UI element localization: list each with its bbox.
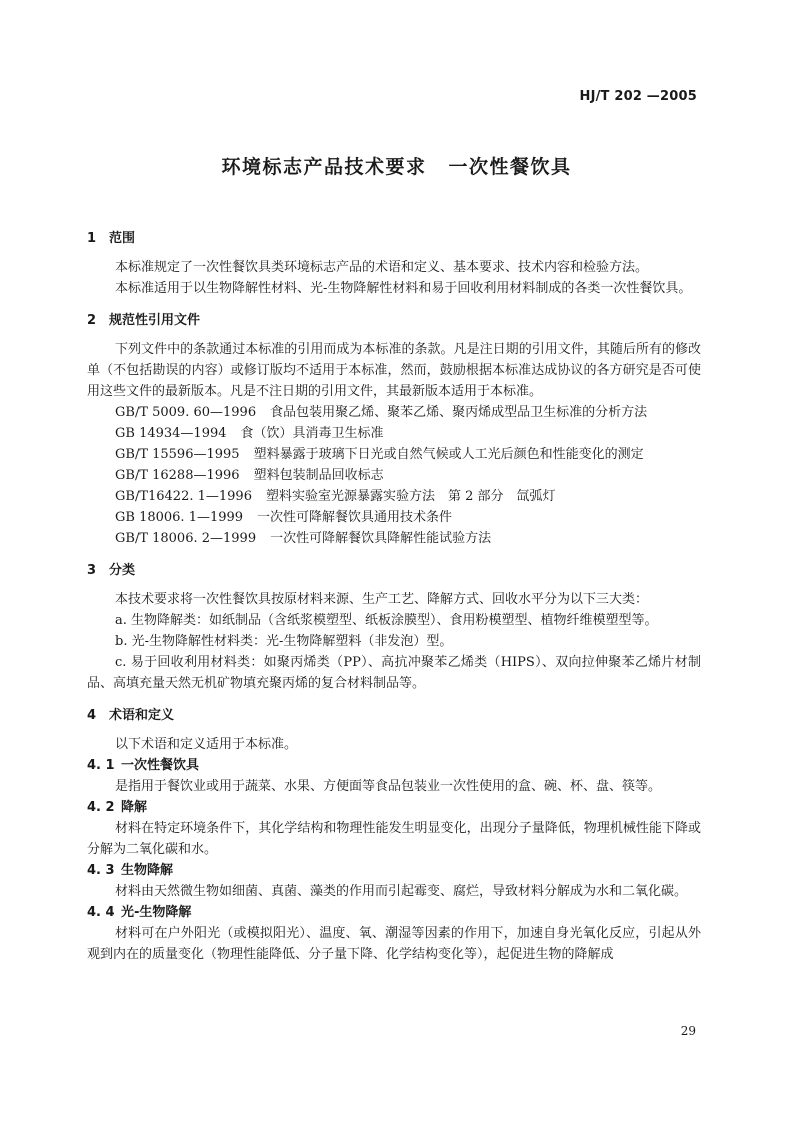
section-2-para-1: 下列文件中的条款通过本标准的引用而成为本标准的条款。凡是注日期的引用文件，其随后所有的修改单（不包括勘误的内容）或修订版均不适用于本标准，然而，鼓励根据本标准达成协议的各方研究是否可使用这些文件的最新版本。凡是不注日期的引用文件，其最新版本适用于本标准。 — [87, 342, 701, 399]
reference-item: GB/T 18006. 2—1999 一次性可降解餐饮具降解性能试验方法 — [115, 531, 492, 546]
reference-item: GB/T 16288—1996 塑料包装制品回收标志 — [115, 468, 384, 483]
subsection-4-1-text: 是指用于餐饮业或用于蔬菜、水果、方便面等食品包装业一次性使用的盒、碗、杯、盘、筷等。 — [115, 779, 662, 794]
subsection-4-2-text: 材料在特定环境条件下，其化学结构和物理性能发生明显变化，出现分子量降低，物理机械性能下降或分解为二氧化碳和水。 — [87, 821, 701, 857]
subsection-4-4-heading: 4. 4 光-生物降解 — [87, 905, 192, 920]
reference-item: GB/T16422. 1—1996 塑料实验室光源暴露实验方法 第 2 部分 氙弧灯 — [115, 489, 556, 504]
document-body — [87, 228, 701, 965]
reference-item: GB/T 5009. 60—1996 食品包装用聚乙烯、聚苯乙烯、聚丙烯成型品卫生标准的分析方法 — [115, 405, 648, 420]
section-3-para-1: 本技术要求将一次性餐饮具按原材料来源、生产工艺、降解方式、回收水平分为以下三大类： — [115, 592, 649, 607]
subsection-4-3-text: 材料由天然微生物如细菌、真菌、藻类的作用而引起霉变、腐烂，导致材料分解成为水和二氧化碳。 — [115, 884, 688, 899]
section-3-heading: 3 分类 — [87, 563, 136, 578]
section-3-item-a: a. 生物降解类：如纸制品（含纸浆模塑型、纸板涂膜型）、食用粉模塑型、植物纤维模塑型等。 — [115, 613, 658, 628]
title-subtitle: 一次性餐饮具 — [448, 156, 572, 178]
subsection-4-1-heading: 4. 1 一次性餐饮具 — [87, 758, 200, 773]
reference-item: GB 14934—1994 食（饮）具消毒卫生标准 — [115, 426, 384, 441]
subsection-4-3-heading: 4. 3 生物降解 — [87, 863, 174, 878]
title-main: 环境标志产品技术要求 — [221, 156, 427, 178]
section-4-para-1: 以下术语和定义适用于本标准。 — [115, 737, 298, 752]
subsection-4-2-heading: 4. 2 降解 — [87, 800, 148, 815]
reference-item: GB/T 15596—1995 塑料暴露于玻璃下日光或自然气候或人工光后颜色和性能变化的测定 — [115, 447, 644, 462]
section-1-para-2: 本标准适用于以生物降解性材料、光-生物降解性材料和易于回收利用材料制成的各类一次性餐饮具。 — [115, 281, 692, 296]
standard-code: HJ/T 202 —2005 — [579, 89, 697, 104]
document-title — [0, 152, 793, 179]
page-number: 29 — [680, 1024, 696, 1038]
section-3-item-c: c. 易于回收利用材料类：如聚丙烯类（PP）、高抗冲聚苯乙烯类（HIPS）、双向拉伸聚苯乙烯片材制品、高填充量天然无机矿物填充聚丙烯的复合材料制品等。 — [87, 655, 701, 691]
section-1-heading: 1 范围 — [87, 231, 136, 246]
subsection-4-4-text: 材料可在户外阳光（或模拟阳光）、温度、氧、潮湿等因素的作用下，加速自身光氧化反应，引起从外观到内在的质量变化（物理性能降低、分子量下降、化学结构变化等），起促进生物的降解成 — [87, 926, 701, 962]
section-4-heading: 4 术语和定义 — [87, 708, 175, 723]
section-3-item-b: b. 光-生物降解性材料类：光-生物降解塑料（非发泡）型。 — [115, 634, 453, 649]
section-2-heading: 2 规范性引用文件 — [87, 313, 201, 328]
reference-item: GB 18006. 1—1999 一次性可降解餐饮具通用技术条件 — [115, 510, 453, 525]
section-1-para-1: 本标准规定了一次性餐饮具类环境标志产品的术语和定义、基本要求、技术内容和检验方法。 — [115, 260, 649, 275]
